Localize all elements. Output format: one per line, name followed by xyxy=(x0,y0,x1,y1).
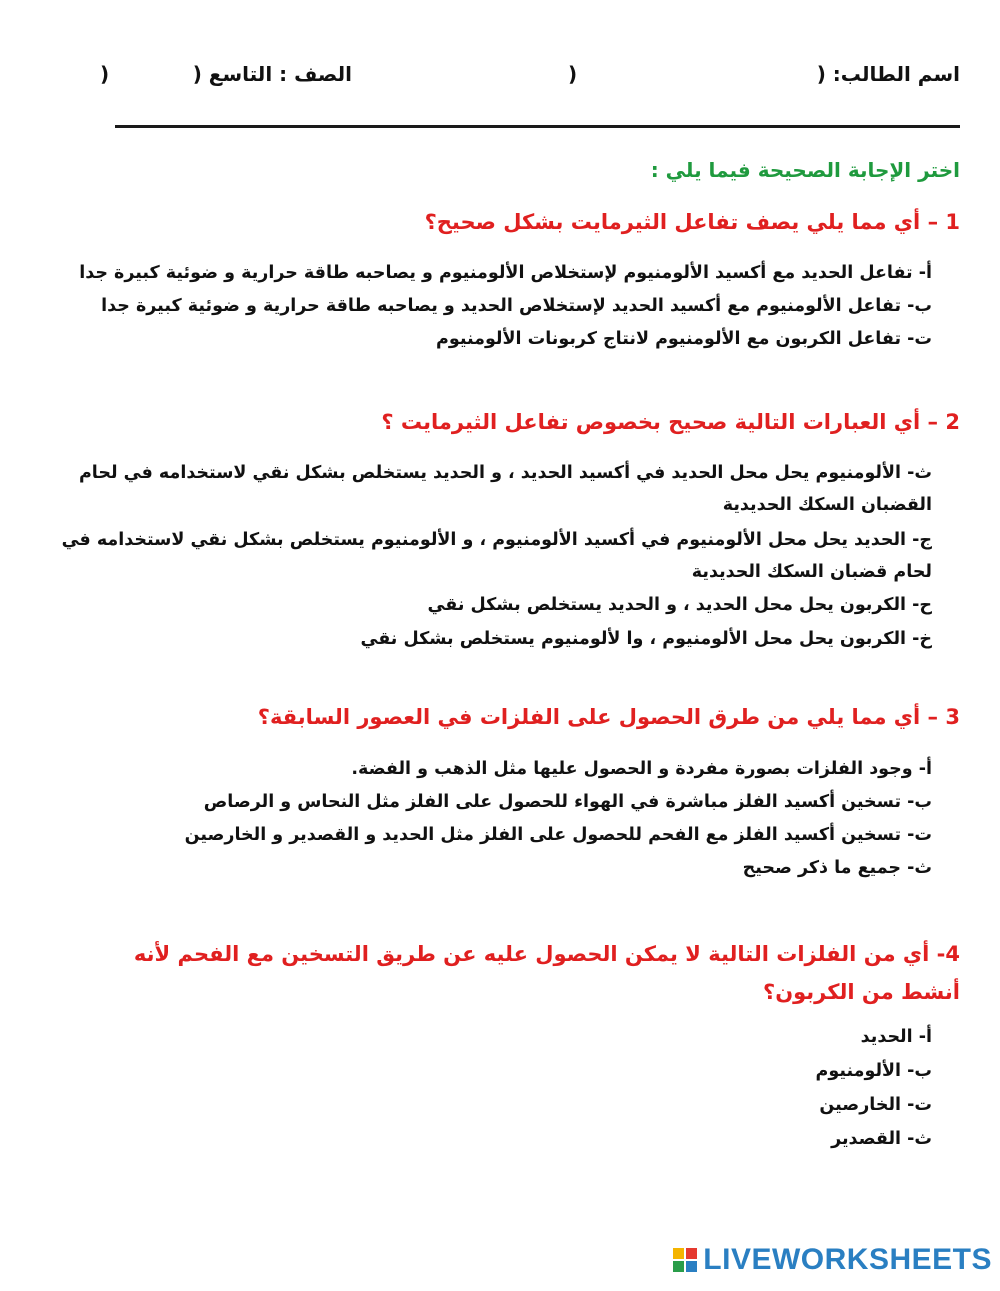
q2-option-c[interactable] xyxy=(428,588,932,622)
option-letter: ت- xyxy=(907,825,932,845)
q4-option-a[interactable] xyxy=(861,1020,932,1054)
option-text: جميع ما ذكر صحيح xyxy=(742,858,902,878)
instruction-text: اختر الإجابة الصحيحة فيما يلي : xyxy=(650,158,960,182)
option-letter: ت- xyxy=(907,329,932,349)
question-3: 3 – أي مما يلي من طرق الحصول على الفلزات في العصور السابقة؟ xyxy=(257,705,960,729)
option-text: القصدير xyxy=(831,1129,902,1149)
q4-option-b[interactable] xyxy=(816,1054,932,1088)
option-text: الحديد xyxy=(860,1027,913,1047)
option-text: تسخين أكسيد الفلز مع الفحم للحصول على الفلز مثل الحديد و القصدير و الخارصين xyxy=(184,825,902,845)
q2-option-b[interactable] xyxy=(27,524,932,588)
option-text: الحديد يحل محل الألومنيوم في أكسيد الألومنيوم ، و الألومنيوم يستخلص بشكل نقي لاستخدامه في لحام قضبان السكك الحديدية xyxy=(61,530,932,582)
q4-option-c[interactable] xyxy=(819,1088,932,1122)
question-4: 4- أي من الفلزات التالية لا يمكن الحصول عليه عن طريق التسخين مع الفحم لأنه أنشط من الكربون؟ xyxy=(133,942,960,1004)
option-text: الألومنيوم يحل محل الحديد في أكسيد الحديد ، و الحديد يستخلص بشكل نقي لاستخدامه في لحام القضبان السكك الحديدية xyxy=(78,463,932,515)
option-text: تفاعل الألومنيوم مع أكسيد الحديد لإستخلاص الحديد و يصاحبه طاقة حرارية و ضوئية كبيرة جدا xyxy=(101,296,902,316)
option-letter: ث- xyxy=(907,1129,932,1149)
option-text: الكربون يحل محل الألومنيوم ، وا لألومنيوم يستخلص بشكل نقي xyxy=(360,629,907,649)
option-letter: ب- xyxy=(907,296,932,316)
liveworksheets-logo xyxy=(673,1243,992,1277)
option-letter: ت- xyxy=(907,1095,932,1115)
q2-option-a[interactable] xyxy=(27,457,932,521)
option-letter: أ- xyxy=(918,263,932,283)
grade-close-paren: ) xyxy=(100,62,110,86)
option-text: وجود الفلزات بصورة مفردة و الحصول عليها مثل الذهب و الفضة. xyxy=(351,759,913,779)
q4-option-d[interactable] xyxy=(831,1122,932,1156)
option-text: تسخين أكسيد الفلز مباشرة في الهواء للحصول على الفلز مثل النحاس و الرصاص xyxy=(203,792,902,812)
option-letter: ج- xyxy=(912,530,932,550)
liveworksheets-brand: LIVEWORKSHEETS xyxy=(703,1243,992,1276)
option-letter: ح- xyxy=(912,595,932,615)
option-letter: خ- xyxy=(912,629,932,649)
option-letter: أ- xyxy=(918,759,932,779)
q1-option-b[interactable] xyxy=(101,289,932,323)
q3-option-c[interactable] xyxy=(185,818,932,852)
option-text: تفاعل الحديد مع أكسيد الألومنيوم لإستخلاص الألومنيوم و يصاحبه طاقة حرارية و ضوئية كبيرة جدا xyxy=(79,263,913,283)
option-letter: ث- xyxy=(907,858,932,878)
q3-option-b[interactable] xyxy=(204,785,932,819)
question-2: 2 – أي العبارات التالية صحيح بخصوص تفاعل الثيرمايت ؟ xyxy=(381,410,960,434)
q1-option-c[interactable] xyxy=(436,322,932,356)
header-divider xyxy=(115,125,960,128)
liveworksheets-icon xyxy=(673,1248,697,1272)
option-text: الخارصين xyxy=(819,1095,902,1115)
q2-option-d[interactable] xyxy=(360,622,932,656)
question-1: 1 – أي مما يلي يصف تفاعل الثيرمايت بشكل صحيح؟ xyxy=(424,210,960,234)
q3-option-d[interactable] xyxy=(743,851,932,885)
option-text: الألومنيوم xyxy=(815,1061,902,1081)
q1-option-a[interactable] xyxy=(79,256,932,290)
option-letter: أ- xyxy=(918,1027,932,1047)
grade-label: الصف : التاسع ( xyxy=(192,62,352,86)
student-name-close-paren: ) xyxy=(568,62,578,86)
option-text: تفاعل الكربون مع الألومنيوم لانتاج كربونات الألومنيوم xyxy=(436,329,902,349)
q3-option-a[interactable] xyxy=(351,752,932,786)
option-letter: ب- xyxy=(907,792,932,812)
option-letter: ث- xyxy=(907,463,932,483)
student-name-label: اسم الطالب: ( xyxy=(816,62,960,86)
option-text: الكربون يحل محل الحديد ، و الحديد يستخلص بشكل نقي xyxy=(427,595,907,615)
option-letter: ب- xyxy=(907,1061,932,1081)
